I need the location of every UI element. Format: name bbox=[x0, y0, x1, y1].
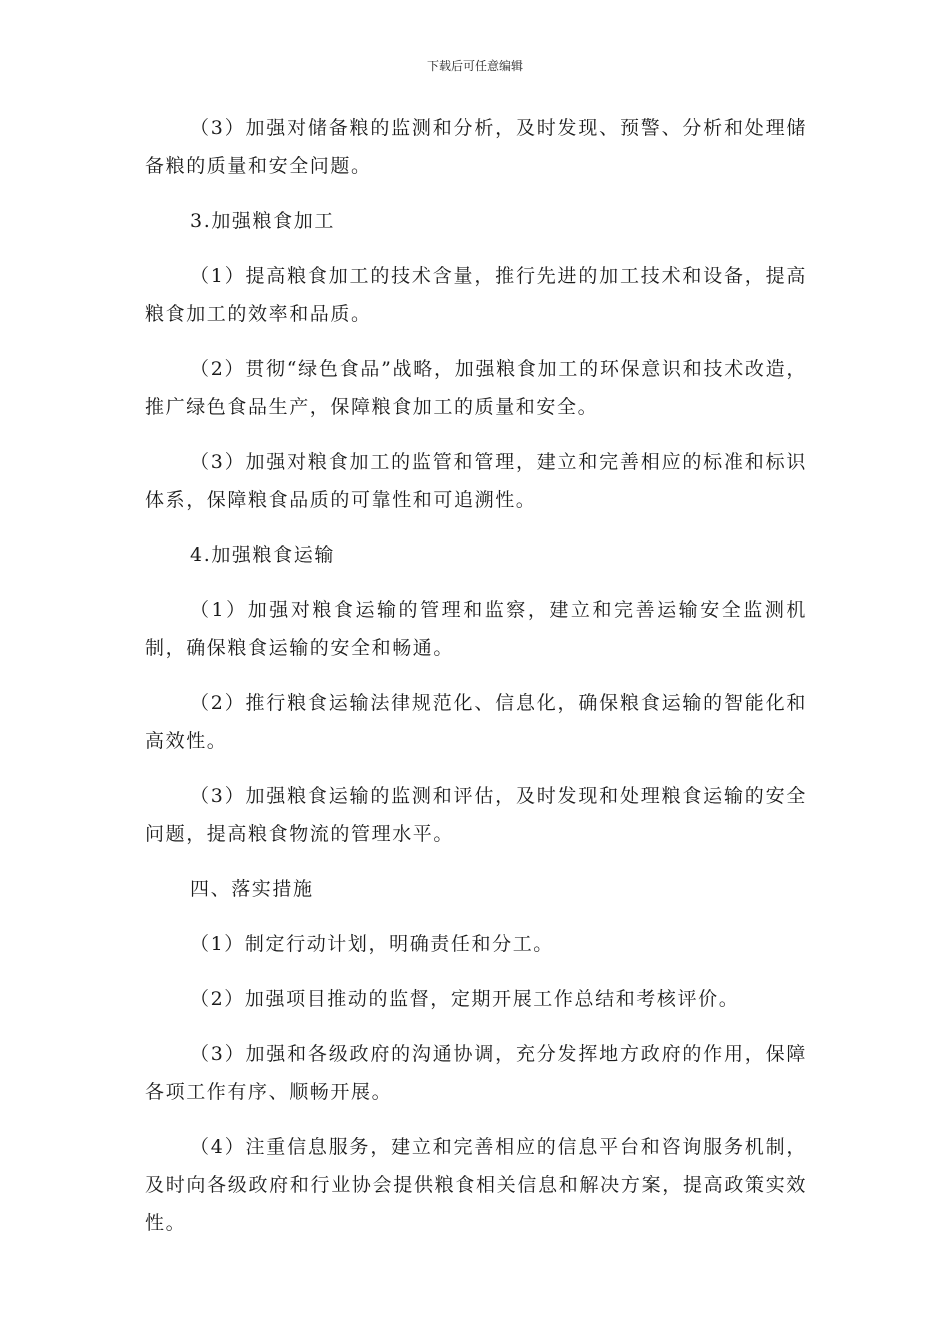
paragraph-project-supervision: （2）加强项目推动的监督，定期开展工作总结和考核评价。 bbox=[190, 988, 740, 1010]
paragraph-transport-regulation: （2）推行粮食运输法律规范化、信息化，确保粮食运输的智能化和高效性。 bbox=[145, 692, 807, 752]
paragraph-transport-monitoring: （3）加强粮食运输的监测和评估，及时发现和处理粮食运输的安全问题，提高粮食物流的管理水平。 bbox=[145, 785, 807, 845]
section-heading-transport: 4.加强粮食运输 bbox=[190, 544, 335, 566]
paragraph-action-plan: （1）制定行动计划，明确责任和分工。 bbox=[190, 933, 554, 955]
paragraph-processing-supervision: （3）加强对粮食加工的监管和管理，建立和完善相应的标准和标识体系，保障粮食品质的可靠性和可追溯性。 bbox=[145, 451, 807, 511]
paragraph-green-food: （2）贯彻“绿色食品”战略，加强粮食加工的环保意识和技术改造，推广绿色食品生产，保障粮食加工的质量和安全。 bbox=[145, 358, 807, 418]
paragraph-transport-management: （1）加强对粮食运输的管理和监察，建立和完善运输安全监测机制，确保粮食运输的安全和畅通。 bbox=[145, 599, 807, 659]
paragraph-information-service: （4）注重信息服务，建立和完善相应的信息平台和咨询服务机制，及时向各级政府和行业协会提供粮食相关信息和解决方案，提高政策实效性。 bbox=[145, 1136, 807, 1234]
section-heading-implementation: 四、落实措施 bbox=[190, 878, 314, 900]
paragraph-processing-tech: （1）提高粮食加工的技术含量，推行先进的加工技术和设备，提高粮食加工的效率和品质。 bbox=[145, 265, 807, 325]
page-header-note: 下载后可任意编辑 bbox=[426, 59, 523, 73]
section-heading-processing: 3.加强粮食加工 bbox=[190, 210, 335, 232]
document-body bbox=[145, 109, 807, 1259]
paragraph-government-coordination: （3）加强和各级政府的沟通协调，充分发挥地方政府的作用，保障各项工作有序、顺畅开展。 bbox=[145, 1043, 807, 1103]
paragraph-reserve-monitoring: （3）加强对储备粮的监测和分析，及时发现、预警、分析和处理储备粮的质量和安全问题。 bbox=[145, 117, 807, 177]
